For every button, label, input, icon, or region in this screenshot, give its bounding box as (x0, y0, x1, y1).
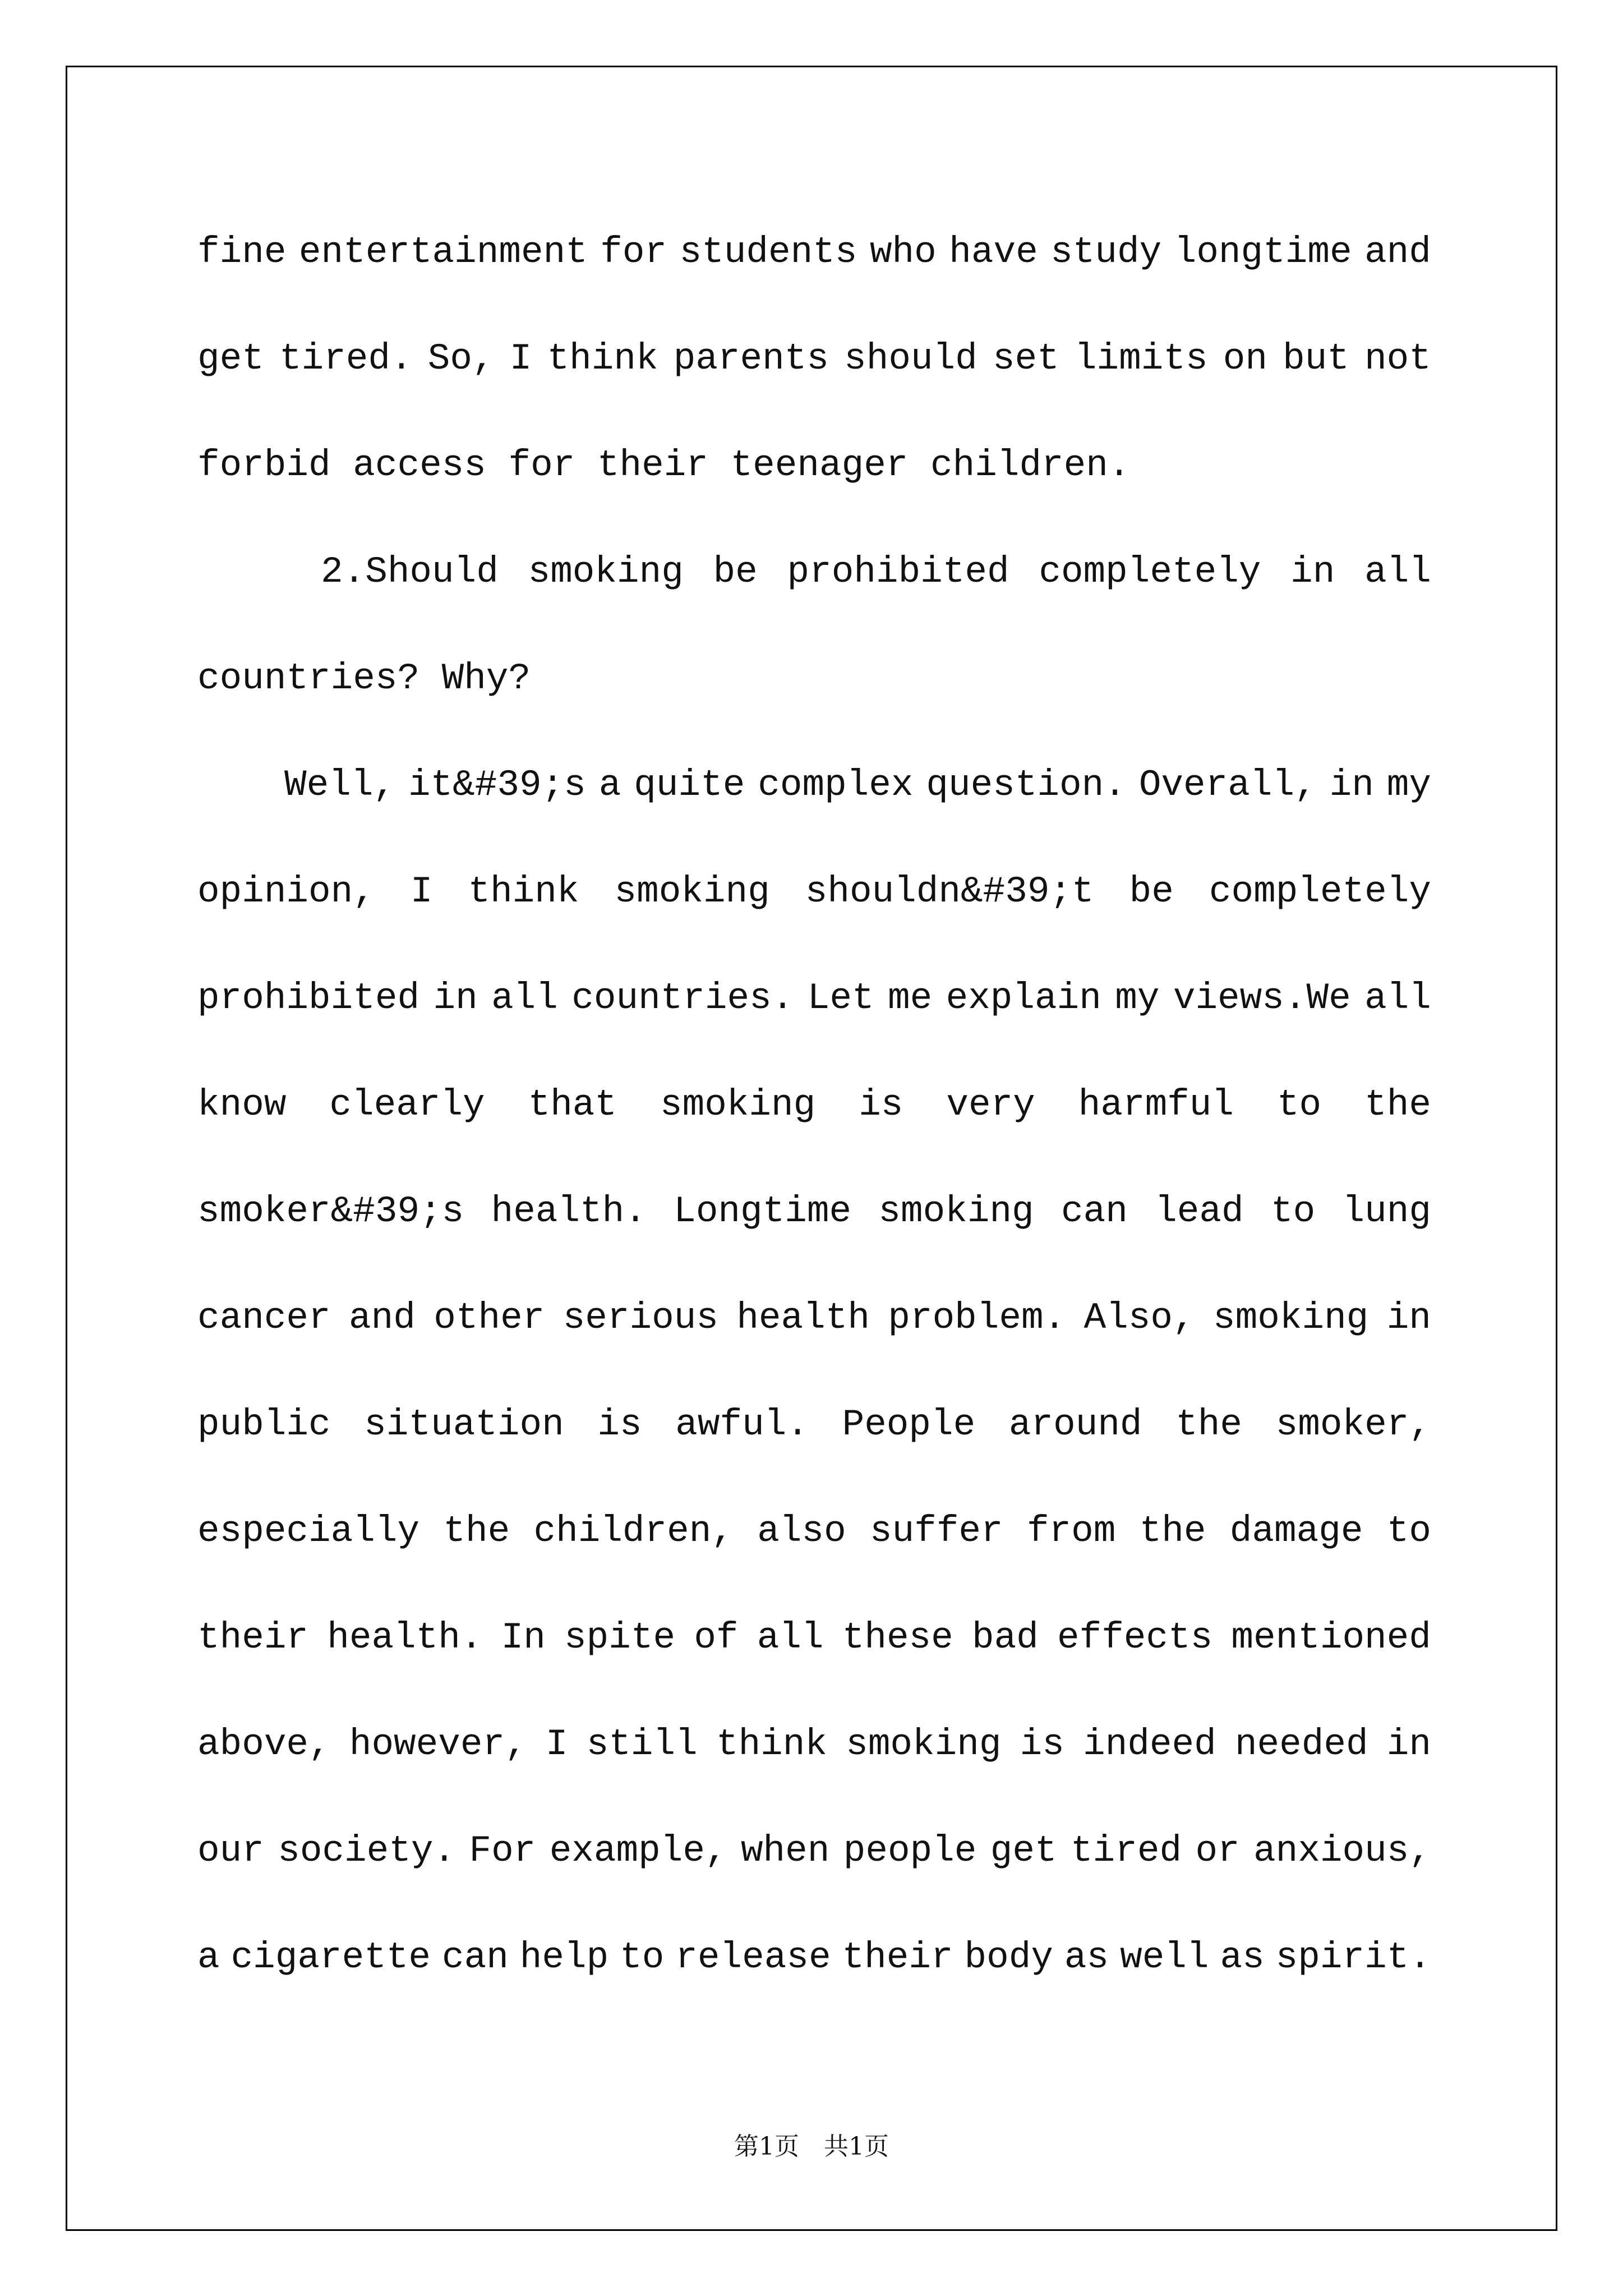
text-line (197, 1691, 1431, 1798)
word: prohibited (197, 977, 420, 1019)
word: and (1364, 231, 1431, 273)
text-line: countries? Why? (197, 657, 531, 700)
word: Longtime (674, 1190, 852, 1232)
document-body (197, 199, 1431, 2011)
word: know (197, 1084, 287, 1126)
word: my (1115, 977, 1160, 1019)
word: clearly (329, 1084, 485, 1126)
word: children, (533, 1510, 734, 1552)
word: situation (364, 1404, 564, 1446)
text-line (197, 1798, 1431, 1904)
word: very (946, 1084, 1035, 1126)
word: mentioned (1231, 1617, 1431, 1659)
word: lead (1155, 1190, 1244, 1232)
word: to (1276, 1084, 1322, 1126)
word: above, (197, 1723, 331, 1765)
word: smoking (1213, 1297, 1369, 1339)
word: For (469, 1830, 536, 1872)
word: our (197, 1830, 264, 1872)
word: study (1050, 231, 1162, 273)
word: for (600, 231, 667, 273)
word: tired (1071, 1830, 1182, 1872)
text-line (197, 1265, 1431, 1372)
word: me (887, 977, 933, 1019)
word: be (1129, 871, 1174, 913)
word: fine (197, 231, 287, 273)
word: smoking (528, 551, 684, 593)
word: but (1283, 338, 1349, 380)
word: should (844, 338, 978, 380)
page-footer: 第1页 共1页 (734, 2132, 889, 2161)
text-line (197, 1052, 1431, 1158)
word: smoking (846, 1723, 1002, 1765)
text-line (197, 1904, 1431, 2011)
word: Overall, (1138, 764, 1317, 806)
word: problem. (888, 1297, 1066, 1339)
word: body (964, 1936, 1053, 1978)
text-line (197, 199, 1431, 306)
word: smoking (878, 1190, 1034, 1232)
word: students (679, 231, 857, 273)
word: think (468, 871, 579, 913)
word: tired. (279, 338, 413, 380)
word: in (433, 977, 478, 1019)
word: in (1329, 764, 1374, 806)
word: serious (562, 1297, 718, 1339)
word: In (501, 1617, 546, 1659)
word: So, (427, 338, 495, 380)
word: harmful (1078, 1084, 1234, 1126)
word: explain (946, 977, 1101, 1019)
text-line (197, 945, 1431, 1052)
word: be (713, 551, 758, 593)
word: People (842, 1404, 976, 1446)
word: smoking (660, 1084, 816, 1126)
word: parents (673, 338, 829, 380)
word: well (1120, 1936, 1209, 1978)
word: health. (327, 1617, 483, 1659)
word: suffer (870, 1510, 1003, 1552)
text-line: forbid access for their teenager children. (197, 444, 1131, 486)
word: question. (926, 764, 1126, 806)
word: not (1364, 338, 1431, 380)
word: get (990, 1830, 1057, 1872)
text-line (197, 1585, 1431, 1691)
word: spirit. (1275, 1936, 1431, 1978)
word: is (859, 1084, 903, 1126)
word: as (1220, 1936, 1265, 1978)
word: bad (971, 1617, 1039, 1659)
word: is (1020, 1723, 1064, 1765)
text-line (197, 1372, 1431, 1478)
word: cigarette (230, 1936, 431, 1978)
word: the (443, 1510, 510, 1552)
word: it&#39;s (408, 764, 586, 806)
word: Also, (1083, 1297, 1195, 1339)
word: that (528, 1084, 617, 1126)
word: can (441, 1936, 509, 1978)
word: have (949, 231, 1038, 273)
word: however, (349, 1723, 527, 1765)
word: completely (1039, 551, 1261, 593)
word: health (736, 1297, 870, 1339)
word: spite (564, 1617, 676, 1659)
word: example, (549, 1830, 727, 1872)
word: of (694, 1617, 739, 1659)
word: the (1139, 1510, 1206, 1552)
word: awful. (675, 1404, 809, 1446)
text-line (197, 306, 1431, 412)
word: I (545, 1723, 568, 1765)
word: to (1386, 1510, 1431, 1552)
word: release (675, 1936, 831, 1978)
word: who (869, 231, 937, 273)
word: in (1386, 1723, 1431, 1765)
word: society. (278, 1830, 456, 1872)
word: opinion, (197, 871, 375, 913)
word: effects (1057, 1617, 1213, 1659)
word: to (1270, 1190, 1316, 1232)
word: when (740, 1830, 830, 1872)
word: from (1026, 1510, 1116, 1552)
word: is (597, 1404, 642, 1446)
word: countries. (571, 977, 794, 1019)
text-line (197, 519, 1431, 625)
text-line (197, 732, 1431, 839)
word: views.We (1173, 977, 1351, 1019)
word: longtime (1174, 231, 1352, 273)
word: around (1008, 1404, 1142, 1446)
word: anxious, (1253, 1830, 1431, 1872)
word: indeed (1083, 1723, 1216, 1765)
word: can (1061, 1190, 1128, 1232)
word: especially (197, 1510, 420, 1552)
word: people (843, 1830, 977, 1872)
word: all (757, 1617, 824, 1659)
word: think (547, 338, 658, 380)
word: smoking (614, 871, 770, 913)
word: public (197, 1404, 331, 1446)
word: the (1364, 1084, 1431, 1126)
word: complex (758, 764, 914, 806)
word: quite (634, 764, 745, 806)
word: limits (1074, 338, 1208, 380)
word: help (519, 1936, 609, 1978)
word: and (349, 1297, 416, 1339)
word: other (434, 1297, 545, 1339)
word: entertainment (298, 231, 588, 273)
word: their (197, 1617, 309, 1659)
word: also (757, 1510, 846, 1552)
word: set (992, 338, 1059, 380)
word: cancer (197, 1297, 331, 1339)
word: still (586, 1723, 698, 1765)
word: lung (1342, 1190, 1431, 1232)
word: shouldn&#39;t (805, 871, 1094, 913)
word: needed (1234, 1723, 1368, 1765)
word: the (1175, 1404, 1243, 1446)
word: on (1223, 338, 1267, 380)
word: all (1364, 551, 1431, 593)
word: to (620, 1936, 665, 1978)
word: smoker, (1275, 1404, 1431, 1446)
text-line (197, 1478, 1431, 1585)
word: all (491, 977, 558, 1019)
text-line (197, 839, 1431, 945)
word: in (1290, 551, 1335, 593)
word: as (1064, 1936, 1109, 1978)
word: their (842, 1936, 953, 1978)
word: think (716, 1723, 828, 1765)
word: a (197, 1936, 220, 1978)
word: prohibited (787, 551, 1009, 593)
word: completely (1209, 871, 1431, 913)
word: or (1195, 1830, 1240, 1872)
word: health. (491, 1190, 647, 1232)
word: Well, (284, 764, 396, 806)
word: Let (807, 977, 874, 1019)
word: a (598, 764, 621, 806)
word: damage (1229, 1510, 1363, 1552)
word: all (1364, 977, 1431, 1019)
text-line (197, 1158, 1431, 1265)
word: I (410, 871, 433, 913)
word: in (1386, 1297, 1431, 1339)
word: these (842, 1617, 953, 1659)
word: smoker&#39;s (197, 1190, 464, 1232)
word: my (1386, 764, 1431, 806)
word: I (509, 338, 532, 380)
word: get (197, 338, 264, 380)
word: 2.Should (321, 551, 499, 593)
